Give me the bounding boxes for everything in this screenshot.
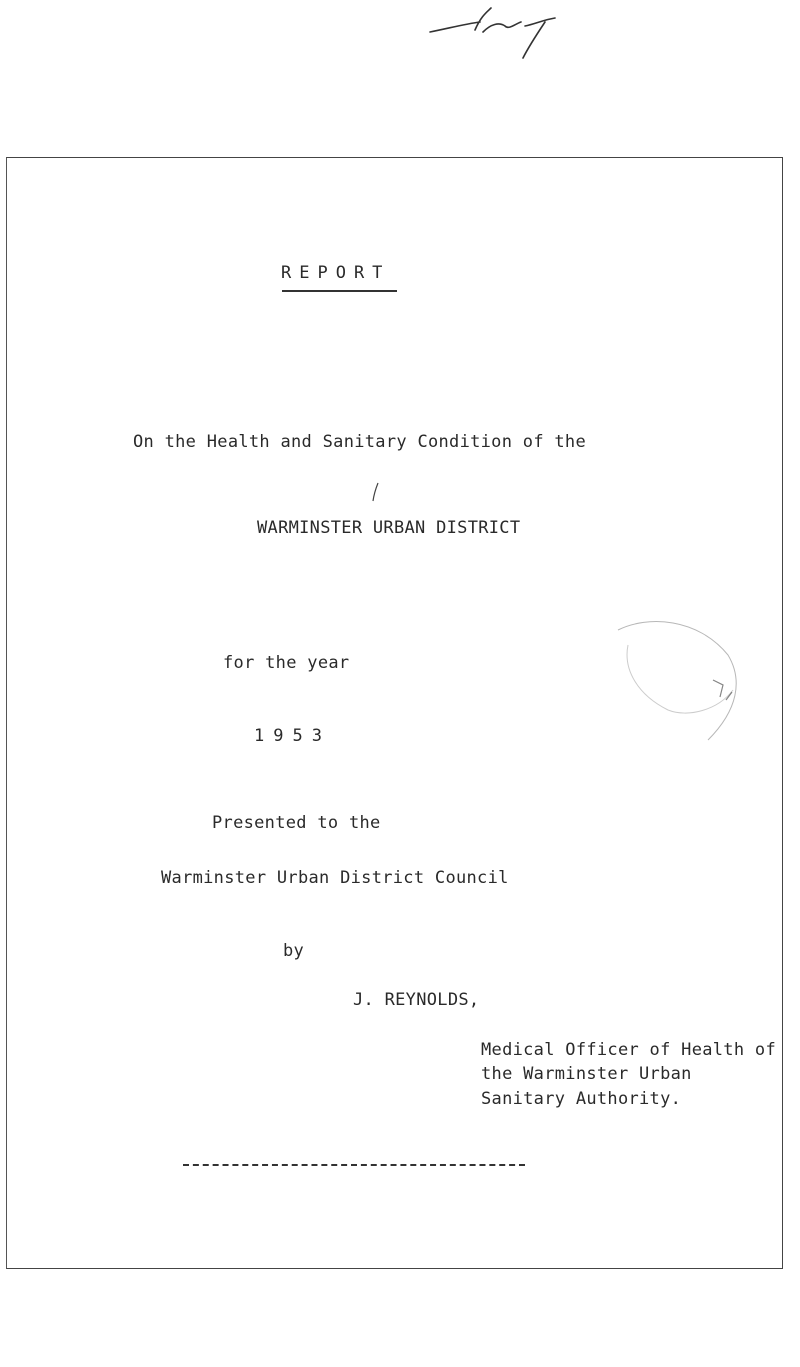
presented-label: Presented to the xyxy=(212,813,381,833)
by-label: by xyxy=(283,941,305,961)
author-name: J. REYNOLDS, xyxy=(353,990,480,1010)
closing-dashed-rule xyxy=(183,1164,525,1166)
district-name: WARMINSTER URBAN DISTRICT xyxy=(257,518,521,538)
handwritten-signature xyxy=(425,2,565,60)
report-subtitle: On the Health and Sanitary Condition of the xyxy=(133,432,586,452)
author-title-line: the Warminster Urban xyxy=(481,1064,692,1084)
author-title-line: Medical Officer of Health of xyxy=(481,1040,776,1060)
faded-stamp xyxy=(588,600,748,750)
for-year-label: for the year xyxy=(223,653,350,673)
report-title: REPORT xyxy=(281,263,391,283)
title-underline xyxy=(282,290,397,292)
author-title-line: Sanitary Authority. xyxy=(481,1089,682,1109)
report-year: 1953 xyxy=(254,726,331,746)
pen-mark xyxy=(368,482,382,502)
council-name: Warminster Urban District Council xyxy=(161,868,509,888)
